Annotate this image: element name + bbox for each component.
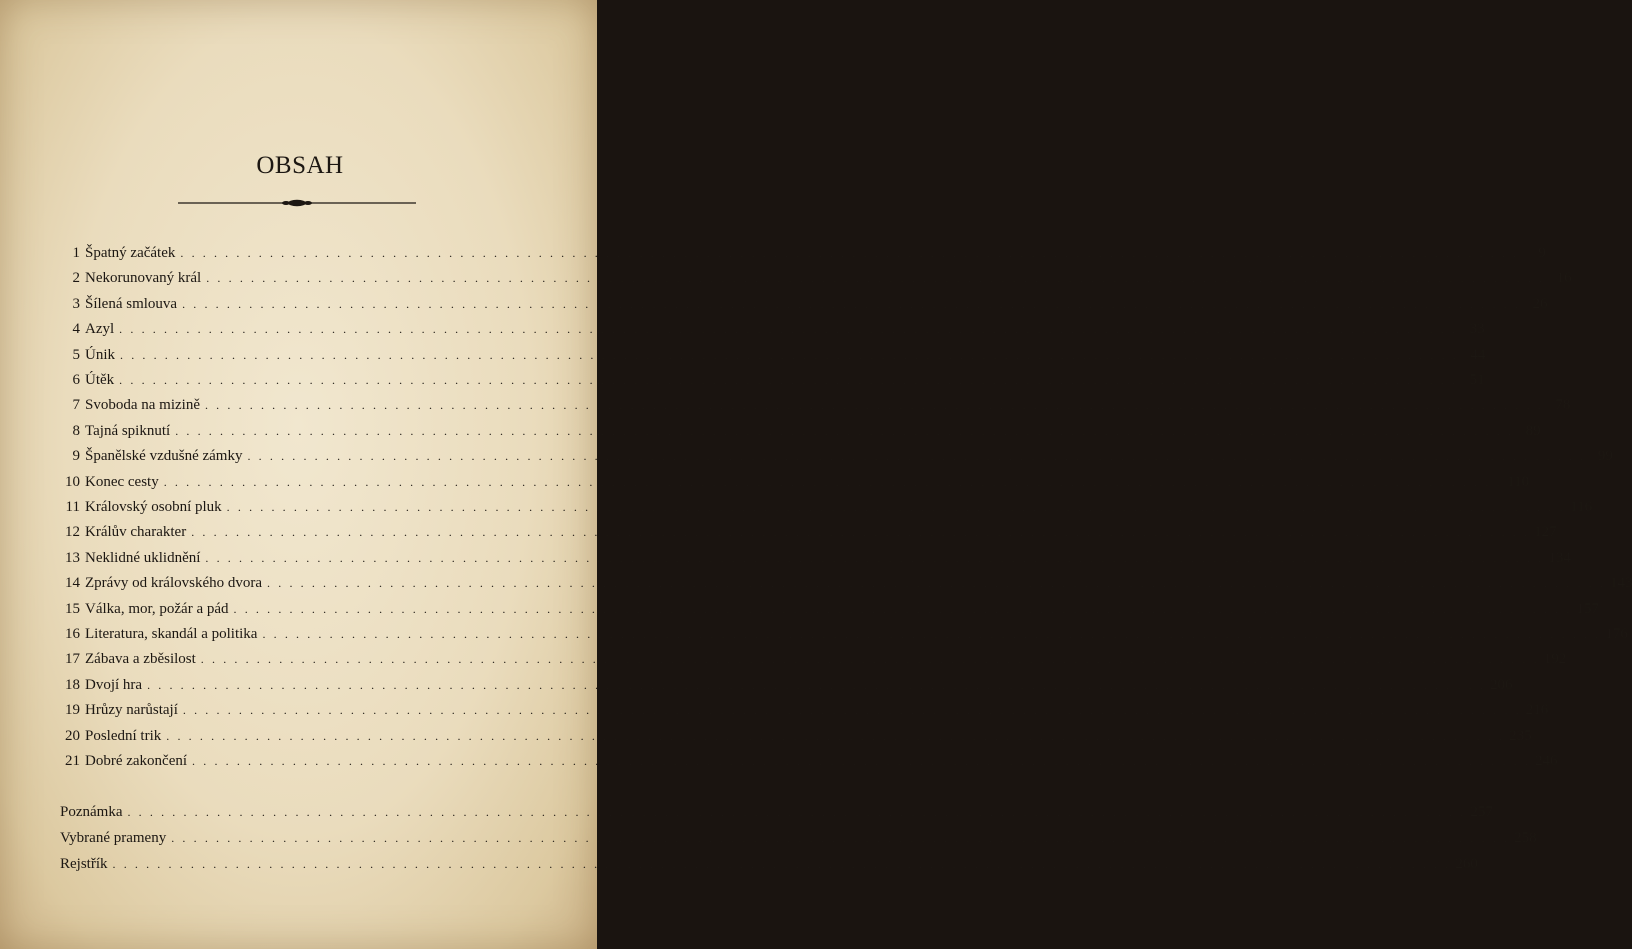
chapter-number: 6 — [72, 372, 80, 388]
dot-leader: . . . . . . . . . . . . . . . . . . . . . . . . . . . . . . . . . . . . . . . . . . . . . . . . . . . . . . . . . . . . . . . . . . . . . . . . . . . . . . . . . . . . . . . . . . . . . . . . . . . . . . . . . . . . . . . . . . . . . . . . — [182, 703, 1522, 718]
toc-entry — [60, 702, 1549, 724]
dot-leader: . . . . . . . . . . . . . . . . . . . . . . . . . . . . . . . . . . . . . . . . . . . . . . . . . . . . . . . . . . . . . . . . . . . . . . . . . . . . . . . . . . . . . . . . . . . . . . . . . . . . . . . . . . . . . . . . . . . . . . . . — [206, 271, 1545, 286]
toc-entry — [60, 626, 1628, 648]
title-ornament-divider — [178, 195, 416, 211]
chapter-title: Literatura, skandál a politika — [85, 626, 258, 642]
page-number: 257 — [1470, 804, 1493, 820]
toc-entry — [60, 524, 1557, 546]
dot-leader: . . . . . . . . . . . . . . . . . . . . . . . . . . . . . . . . . . . . . . . . . . . . . . . . . . . . . . . . . . . . . . . . . . . . . . . . . . . . . . . . . . . . . . . . . . . . . . . . . . . . . . . . . . . . . . . . . . . . . . . . — [247, 449, 1586, 464]
page-number: 235 — [1509, 727, 1532, 744]
page-number: 258 — [1514, 830, 1537, 846]
toc-entry — [60, 727, 1532, 750]
chapter-number: 13 — [65, 549, 80, 566]
toc-entry — [60, 295, 1548, 318]
dot-leader: . . . . . . . . . . . . . . . . . . . . . . . . . . . . . . . . . . . . . . . . . . . . . . . . . . . . . . . . . . . . . . . . . . . . . . . . . . . . . . . . . . . . . . . . . . . . . . . . . . . . . . . . . . . . . . . . . . . . . . . . — [112, 857, 1451, 871]
chapter-title: Neklidné uklidnění — [85, 549, 201, 566]
chapter-title: Poslední trik — [85, 727, 162, 744]
dot-leader: . . . . . . . . . . . . . . . . . . . . . . . . . . . . . . . . . . . . . . . . . . . . . . . . . . . . . . . . . . . . . . . . . . . . . . . . . . . . . . . . . . . . . . . . . . . . . . . . . . . . . . . . . . . . . . . . . . . . . . . . — [127, 805, 1466, 819]
toc-entry — [60, 245, 1546, 267]
chapter-title: Zprávy od královského dvora — [85, 575, 263, 592]
page-number: 16 — [1556, 270, 1572, 287]
section-title: Poznámka — [60, 804, 123, 820]
dot-leader: . . . . . . . . . . . . . . . . . . . . . . . . . . . . . . . . . . . . . . . . . . . . . . . . . . . . . . . . . . . . . . . . . . . . . . . . . . . . . . . . . . . . . . . . . . . . . . . . . . . . . . . . . . . . . . . . . . . . . . . . — [119, 373, 1458, 387]
toc-entry — [60, 346, 1486, 369]
toc-entry — [60, 270, 1572, 292]
chapter-title: Svoboda na mizině — [85, 397, 200, 414]
toc-entry — [60, 397, 1571, 419]
page-number: 89 — [1525, 422, 1541, 439]
chapter-number: 10 — [65, 473, 80, 490]
dot-leader: . . . . . . . . . . . . . . . . . . . . . . . . . . . . . . . . . . . . . . . . . . . . . . . . . . . . . . . . . . . . . . . . . . . . . . . . . . . . . . . . . . . . . . . . . . . . . . . . . . . . . . . . . . . . . . . . . . . . . . . . — [192, 754, 1531, 768]
page-title: OBSAH — [256, 152, 344, 179]
page-number: 78 — [1555, 397, 1571, 414]
page-number: 176 — [1605, 626, 1628, 642]
page-number: 216 — [1525, 702, 1549, 719]
toc-entry — [60, 448, 1613, 470]
toc-entry — [60, 651, 1567, 673]
dot-leader: . . . . . . . . . . . . . . . . . . . . . . . . . . . . . . . . . . . . . . . . . . . . . . . . . . . . . . . . . . . . . . . . . . . . . . . . . . . . . . . . . . . . . . . . . . . . . . . . . . . . . . . . . . . . . . . . . . . . . . . . — [267, 576, 1606, 591]
chapter-title: Zábava a zběsilost — [85, 651, 196, 668]
page-number: 206 — [1489, 676, 1513, 693]
dot-leader: . . . . . . . . . . . . . . . . . . . . . . . . . . . . . . . . . . . . . . . . . . . . . . . . . . . . . . . . . . . . . . . . . . . . . . . . . . . . . . . . . . . . . . . . . . . . . . . . . . . . . . . . . . . . . . . . . . . . . . . . — [171, 831, 1510, 845]
chapter-number: 2 — [72, 270, 80, 287]
chapter-number: 19 — [65, 702, 80, 719]
chapter-title: Válka, mor, požár a pád — [85, 600, 229, 617]
chapter-title: Azyl — [85, 321, 115, 338]
back-matter-entry — [60, 856, 1478, 878]
chapter-number: 16 — [65, 626, 80, 642]
dot-leader: . . . . . . . . . . . . . . . . . . . . . . . . . . . . . . . . . . . . . . . . . . . . . . . . . . . . . . . . . . . . . . . . . . . . . . . . . . . . . . . . . . . . . . . . . . . . . . . . . . . . . . . . . . . . . . . . . . . . . . . . — [147, 677, 1486, 692]
page-number: 157 — [1576, 600, 1599, 617]
dot-leader: . . . . . . . . . . . . . . . . . . . . . . . . . . . . . . . . . . . . . . . . . . . . . . . . . . . . . . . . . . . . . . . . . . . . . . . . . . . . . . . . . . . . . . . . . . . . . . . . . . . . . . . . . . . . . . . . . . . . . . . . — [205, 550, 1544, 565]
back-matter-entry — [60, 804, 1493, 826]
dot-leader: . . . . . . . . . . . . . . . . . . . . . . . . . . . . . . . . . . . . . . . . . . . . . . . . . . . . . . . . . . . . . . . . . . . . . . . . . . . . . . . . . . . . . . . . . . . . . . . . . . . . . . . . . . . . . . . . . . . . . . . . — [204, 398, 1544, 413]
chapter-title: Šílená smlouva — [85, 295, 178, 312]
page-number: 192 — [1543, 651, 1567, 668]
page-number: 134 — [1548, 549, 1571, 566]
chapter-number: 15 — [65, 600, 80, 617]
page-number: 110 — [1507, 473, 1530, 490]
dot-leader: . . . . . . . . . . . . . . . . . . . . . . . . . . . . . . . . . . . . . . . . . . . . . . . . . . . . . . . . . . . . . . . . . . . . . . . . . . . . . . . . . . . . . . . . . . . . . . . . . . . . . . . . . . . . . . . . . . . . . . . . — [120, 347, 1459, 362]
page-number: 33 — [1469, 321, 1485, 338]
chapter-number: 3 — [72, 295, 80, 312]
chapter-title: Dvojí hra — [85, 676, 143, 693]
chapter-number: 8 — [72, 422, 80, 439]
chapter-title: Dobré zakončení — [85, 753, 188, 769]
chapter-number: 1 — [72, 245, 80, 261]
chapter-number: 18 — [65, 676, 80, 693]
chapter-title: Tajná spiknutí — [85, 422, 171, 439]
toc-entry — [60, 575, 1632, 597]
toc-entry — [60, 473, 1530, 496]
dot-leader: . . . . . . . . . . . . . . . . . . . . . . . . . . . . . . . . . . . . . . . . . . . . . . . . . . . . . . . . . . . . . . . . . . . . . . . . . . . . . . . . . . . . . . . . . . . . . . . . . . . . . . . . . . . . . . . . . . . . . . . . — [175, 423, 1514, 438]
page-number: 143 — [1609, 575, 1632, 592]
chapter-number: 7 — [72, 397, 80, 414]
back-matter-entry — [60, 830, 1537, 852]
dot-leader: . . . . . . . . . . . . . . . . . . . . . . . . . . . . . . . . . . . . . . . . . . . . . . . . . . . . . . . . . . . . . . . . . . . . . . . . . . . . . . . . . . . . . . . . . . . . . . . . . . . . . . . . . . . . . . . . . . . . . . . . — [233, 601, 1572, 616]
dot-leader: . . . . . . . . . . . . . . . . . . . . . . . . . . . . . . . . . . . . . . . . . . . . . . . . . . . . . . . . . . . . . . . . . . . . . . . . . . . . . . . . . . . . . . . . . . . . . . . . . . . . . . . . . . . . . . . . . . . . . . . . — [166, 728, 1505, 743]
toc-entry — [60, 753, 1558, 775]
chapter-title: Královský osobní pluk — [85, 499, 222, 515]
page-number: 26 — [1532, 295, 1548, 312]
chapter-title: Španělské vzdušné zámky — [85, 448, 243, 465]
page-number: 44 — [1470, 346, 1486, 363]
dot-leader: . . . . . . . . . . . . . . . . . . . . . . . . . . . . . . . . . . . . . . . . . . . . . . . . . . . . . . . . . . . . . . . . . . . . . . . . . . . . . . . . . . . . . . . . . . . . . . . . . . . . . . . . . . . . . . . . . . . . . . . . — [191, 525, 1530, 540]
chapter-title: Konec cesty — [85, 473, 159, 490]
chapter-number: 17 — [65, 651, 80, 668]
toc-entry — [60, 422, 1541, 445]
chapter-title: Hrůzy narůstají — [85, 702, 178, 719]
page-number: 246 — [1534, 753, 1558, 769]
dot-leader: . . . . . . . . . . . . . . . . . . . . . . . . . . . . . . . . . . . . . . . . . . . . . . . . . . . . . . . . . . . . . . . . . . . . . . . . . . . . . . . . . . . . . . . . . . . . . . . . . . . . . . . . . . . . . . . . . . . . . . . . — [163, 474, 1503, 489]
chapter-title: Únik — [85, 346, 115, 363]
dot-leader: . . . . . . . . . . . . . . . . . . . . . . . . . . . . . . . . . . . . . . . . . . . . . . . . . . . . . . . . . . . . . . . . . . . . . . . . . . . . . . . . . . . . . . . . . . . . . . . . . . . . . . . . . . . . . . . . . . . . . . . . — [200, 652, 1540, 667]
page-number: 99 — [1597, 448, 1613, 465]
page-number: 116 — [1570, 499, 1593, 515]
chapter-number: 4 — [72, 321, 80, 338]
section-title: Rejstřík — [60, 856, 108, 872]
chapter-number: 11 — [65, 499, 80, 515]
page-number: 260 — [1455, 856, 1478, 872]
page-number: 9 — [1538, 245, 1546, 261]
dot-leader: . . . . . . . . . . . . . . . . . . . . . . . . . . . . . . . . . . . . . . . . . . . . . . . . . . . . . . . . . . . . . . . . . . . . . . . . . . . . . . . . . . . . . . . . . . . . . . . . . . . . . . . . . . . . . . . . . . . . . . . . — [226, 500, 1566, 514]
chapter-number: 9 — [72, 448, 80, 465]
toc-entry — [60, 321, 1485, 343]
chapter-title: Nekorunovaný král — [85, 270, 202, 287]
chapter-number: 21 — [65, 753, 80, 769]
dot-leader: . . . . . . . . . . . . . . . . . . . . . . . . . . . . . . . . . . . . . . . . . . . . . . . . . . . . . . . . . . . . . . . . . . . . . . . . . . . . . . . . . . . . . . . . . . . . . . . . . . . . . . . . . . . . . . . . . . . . . . . . — [180, 246, 1519, 260]
chapter-number: 20 — [65, 727, 80, 744]
section-title: Vybrané prameny — [60, 830, 167, 846]
toc-entry — [60, 499, 1593, 521]
chapter-title: Králův charakter — [85, 524, 187, 541]
page-number: 127 — [1534, 524, 1557, 541]
chapter-title: Špatný začátek — [85, 245, 176, 261]
dot-leader: . . . . . . . . . . . . . . . . . . . . . . . . . . . . . . . . . . . . . . . . . . . . . . . . . . . . . . . . . . . . . . . . . . . . . . . . . . . . . . . . . . . . . . . . . . . . . . . . . . . . . . . . . . . . . . . . . . . . . . . . — [119, 322, 1458, 337]
chapter-number: 5 — [72, 346, 80, 363]
chapter-number: 14 — [65, 575, 80, 592]
toc-entry — [60, 600, 1599, 623]
chapter-number: 12 — [65, 524, 80, 541]
dot-leader: . . . . . . . . . . . . . . . . . . . . . . . . . . . . . . . . . . . . . . . . . . . . . . . . . . . . . . . . . . . . . . . . . . . . . . . . . . . . . . . . . . . . . . . . . . . . . . . . . . . . . . . . . . . . . . . . . . . . . . . . — [182, 296, 1521, 311]
chapter-title: Útěk — [85, 372, 115, 388]
toc-entry — [60, 549, 1571, 572]
toc-entry — [60, 372, 1485, 394]
toc-entry — [60, 676, 1513, 699]
page-number: 51 — [1469, 372, 1485, 388]
dot-leader: . . . . . . . . . . . . . . . . . . . . . . . . . . . . . . . . . . . . . . . . . . . . . . . . . . . . . . . . . . . . . . . . . . . . . . . . . . . . . . . . . . . . . . . . . . . . . . . . . . . . . . . . . . . . . . . . . . . . . . . . — [262, 627, 1601, 641]
